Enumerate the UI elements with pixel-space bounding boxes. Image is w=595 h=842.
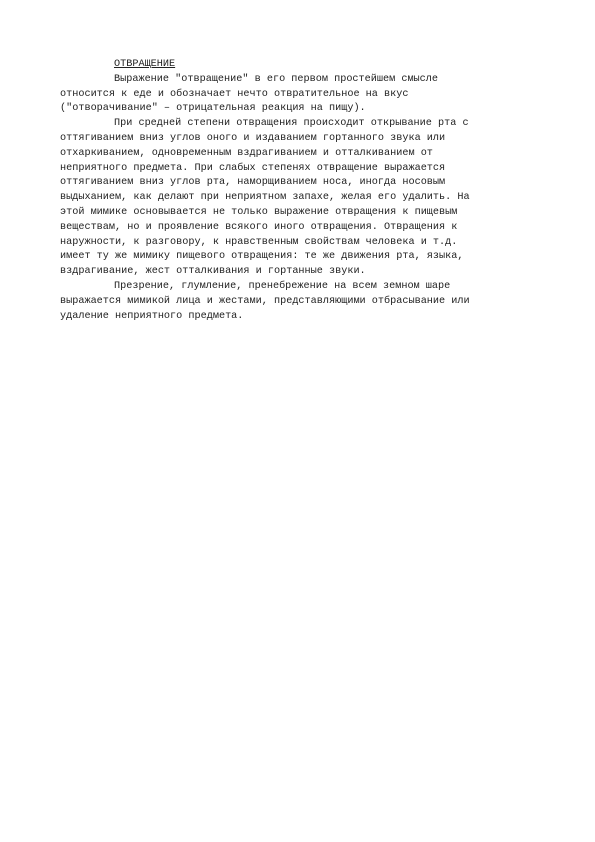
- text-line: наружности, к разговору, к нравственным свойствам человека и т.д.: [60, 236, 458, 248]
- text-line: оттягиванием вниз углов оного и издаванием гортанного звука или: [60, 132, 446, 144]
- document-title: ОТВРАЩЕНИЕ: [114, 59, 176, 70]
- text-line: оттягиванием вниз углов рта, наморщиванием носа, иногда носовым: [60, 177, 446, 189]
- text-line: вздрагивание, жест отталкивания и гортанные звуки.: [60, 266, 366, 278]
- text-line: удаление неприятного предмета.: [60, 310, 244, 322]
- text-line: имеет ту же мимику пищевого отвращения: те же движения рта, языка,: [60, 251, 464, 263]
- text-line: отхаркиванием, одновременным вздрагиванием и отталкиванием от: [60, 147, 433, 159]
- text-line: Выражение "отвращение" в его первом простейшем смысле: [114, 73, 439, 85]
- document-body: [60, 73, 540, 325]
- text-line: Презрение, глумление, пренебрежение на всем земном шаре: [114, 280, 451, 292]
- text-line: веществам, но и проявление всякого иного отвращения. Отвращения к: [60, 221, 458, 233]
- text-line: этой мимике основывается не только выражение отвращения к пищевым: [60, 206, 458, 218]
- text-line: ("отворачивание" – отрицательная реакция на пищу).: [60, 103, 366, 115]
- text-line: выражается мимикой лица и жестами, представляющими отбрасывание или: [60, 295, 470, 307]
- text-line: неприятного предмета. При слабых степенях отвращение выражается: [60, 162, 446, 174]
- text-line: При средней степени отвращения происходит открывание рта с: [114, 118, 469, 130]
- text-line: выдыханием, как делают при неприятном запахе, желая его удалить. На: [60, 192, 470, 204]
- text-line: относится к еде и обозначает нечто отвратительное на вкус: [60, 88, 409, 100]
- document-text: [60, 58, 540, 324]
